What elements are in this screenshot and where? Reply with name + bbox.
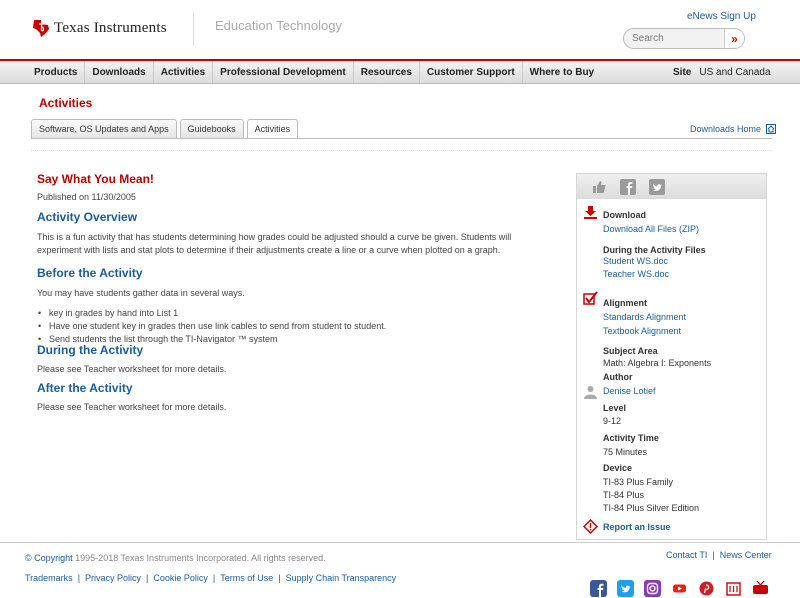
- during-files-label: During the Activity Files: [603, 245, 706, 255]
- during-text: Please see Teacher worksheet for more details.: [37, 364, 227, 374]
- home-icon: [766, 124, 776, 134]
- like-icon[interactable]: [591, 179, 607, 195]
- device-item: TI-84 Plus: [603, 490, 645, 500]
- activity-time-label: Activity Time: [603, 433, 659, 443]
- site-header: [0, 0, 800, 58]
- tab-activities[interactable]: Activities: [247, 119, 299, 139]
- author-label: Author: [603, 372, 633, 382]
- main-nav: [0, 59, 800, 84]
- during-heading: During the Activity: [37, 343, 144, 357]
- nav-item-downloads[interactable]: Downloads: [85, 61, 153, 83]
- subject-area-value: Math: Algebra I: Exponents: [603, 358, 712, 368]
- activity-title: Say What You Mean!: [37, 172, 154, 186]
- content-divider: [31, 150, 772, 151]
- nav-item-resources[interactable]: Resources: [354, 61, 420, 83]
- share-bar: [577, 174, 766, 199]
- site-selector[interactable]: [673, 67, 771, 78]
- download-all-link[interactable]: Download All Files (ZIP): [603, 224, 700, 234]
- trademarks-link[interactable]: Trademarks: [25, 573, 73, 583]
- tab-software[interactable]: Software, OS Updates and Apps: [31, 119, 177, 138]
- facebook-icon[interactable]: [590, 580, 607, 597]
- author-icon: [583, 384, 598, 399]
- site-value: US and Canada: [699, 67, 771, 78]
- tab-underline: [31, 138, 772, 139]
- report-issue-link[interactable]: Report an Issue: [603, 522, 671, 532]
- separator: |: [146, 573, 149, 583]
- cookie-policy-link[interactable]: Cookie Policy: [153, 573, 208, 583]
- enews-signup-link[interactable]: eNews Sign Up: [687, 11, 756, 22]
- activity-time-value: 75 Minutes: [603, 447, 648, 457]
- list-item: • key in grades by hand into List 1: [38, 308, 179, 318]
- copyright-text: 1995-2018 Texas Instruments Incorporated. All rights reserved.: [75, 553, 326, 563]
- overview-text: This is a fun activity that has students determining how grades could be adjusted should a curve be given. Students will experiment with lists and stat plots to determine if their adjustments create a line or a curve when plotted on a graph.: [37, 232, 512, 255]
- nav-item-customer-support[interactable]: Customer Support: [420, 61, 523, 83]
- blog-icon[interactable]: [725, 580, 742, 597]
- separator: |: [712, 550, 715, 560]
- twitter-icon[interactable]: [617, 580, 634, 597]
- footer-right-links: [666, 550, 772, 560]
- search-input[interactable]: [624, 29, 724, 48]
- copyright-link[interactable]: © Copyright: [25, 553, 73, 563]
- activity-sidebar: [576, 173, 767, 540]
- nav-item-where-to-buy[interactable]: Where to Buy: [529, 66, 595, 78]
- nav-item-professional-development[interactable]: Professional Development: [213, 61, 354, 83]
- supply-chain-link[interactable]: Supply Chain Transparency: [285, 573, 397, 583]
- separator: |: [278, 573, 281, 583]
- youtube-icon[interactable]: [671, 580, 688, 597]
- device-item: TI-84 Plus Silver Edition: [603, 503, 700, 513]
- facebook-icon[interactable]: [620, 179, 636, 195]
- downloads-home-link[interactable]: [690, 124, 776, 134]
- search-box: [623, 28, 745, 49]
- footer-links: [25, 573, 396, 583]
- nav-item-products[interactable]: Products: [27, 61, 85, 83]
- footer-divider: [0, 542, 800, 543]
- search-submit-button[interactable]: »: [724, 29, 744, 48]
- texas-state-icon: [32, 18, 50, 38]
- report-issue-icon: [583, 519, 598, 534]
- after-heading: After the Activity: [37, 381, 133, 395]
- during-section: [37, 343, 557, 374]
- news-center-link[interactable]: News Center: [719, 550, 772, 560]
- separator: |: [77, 573, 81, 583]
- brand-name: Texas Instruments: [54, 19, 167, 36]
- tab-guidebooks[interactable]: Guidebooks: [180, 119, 244, 138]
- privacy-policy-link[interactable]: Privacy Policy: [85, 573, 142, 583]
- download-icon: [583, 205, 598, 220]
- before-text: You may have students gather data in several ways.: [37, 288, 245, 298]
- instagram-icon[interactable]: [644, 580, 661, 597]
- tab-bar: [31, 119, 301, 139]
- copyright: [25, 553, 326, 563]
- before-section: [37, 266, 557, 346]
- textbook-alignment-link[interactable]: Textbook Alignment: [603, 326, 682, 336]
- twitter-icon[interactable]: [649, 179, 665, 195]
- device-item: TI-83 Plus Family: [603, 477, 674, 487]
- site-label: Site: [673, 67, 692, 78]
- terms-of-use-link[interactable]: Terms of Use: [220, 573, 274, 583]
- teacher-ws-link[interactable]: Teacher WS.doc: [603, 269, 670, 279]
- standards-alignment-link[interactable]: Standards Alignment: [603, 312, 687, 322]
- separator: |: [212, 573, 216, 583]
- division-title: Education Technology: [215, 18, 342, 33]
- overview-heading: Activity Overview: [37, 210, 138, 224]
- social-links: [590, 580, 779, 597]
- before-heading: Before the Activity: [37, 266, 143, 280]
- activity-content: [37, 172, 557, 257]
- list-item: • Have one student key in grades then use link cables to send from student to student.: [38, 321, 387, 331]
- downloads-home-label: Downloads Home: [690, 124, 762, 134]
- level-label: Level: [603, 403, 627, 413]
- author-link[interactable]: Denise Lotief: [603, 386, 656, 396]
- student-ws-link[interactable]: Student WS.doc: [603, 256, 669, 266]
- page-title: Activities: [39, 96, 93, 110]
- after-text: Please see Teacher worksheet for more details.: [37, 402, 227, 412]
- ti-youtube-icon[interactable]: [752, 580, 769, 597]
- download-label: Download: [603, 210, 646, 220]
- subject-area-label: Subject Area: [603, 346, 658, 356]
- device-label: Device: [603, 463, 633, 473]
- contact-ti-link[interactable]: Contact TI: [666, 550, 708, 560]
- list-item: • Send students the list through the TI-Navigator ™ system: [38, 334, 278, 344]
- nav-item-activities[interactable]: Activities: [154, 61, 213, 83]
- pinterest-icon[interactable]: [698, 580, 715, 597]
- published-date: Published on 11/30/2005: [37, 192, 136, 202]
- checkbox-icon: [583, 291, 598, 306]
- level-value: 9-12: [603, 416, 622, 426]
- after-section: [37, 381, 557, 412]
- ti-logo[interactable]: [32, 18, 167, 38]
- alignment-label: Alignment: [603, 298, 647, 308]
- header-divider: [193, 12, 194, 46]
